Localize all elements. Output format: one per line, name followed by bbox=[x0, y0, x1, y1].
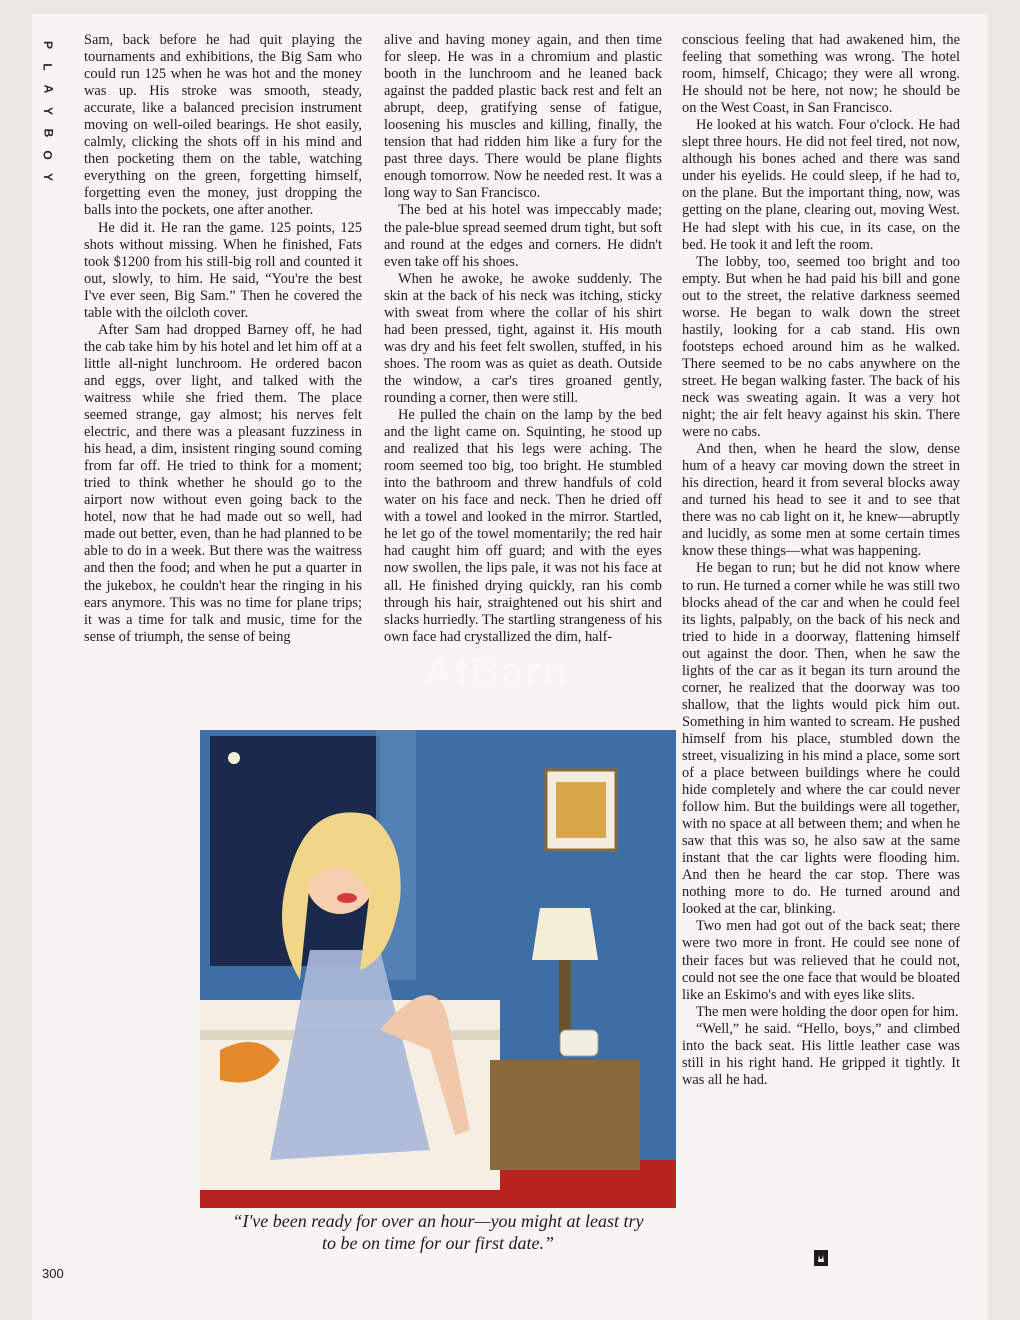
paragraph: And then, when he heard the slow, dense hum of a heavy car moving down the street in his direction, heard it from several blocks away and turned his head to see it and to see that there was no cab light on it, he knew—abruptly and lucidly, as some men at some certain times know these things—what was happening. bbox=[682, 441, 960, 560]
moon bbox=[228, 752, 240, 764]
lamp-shade bbox=[532, 908, 598, 960]
paragraph: The lobby, too, seemed too bright and too empty. But when he had paid his bill and gone out to the street, the relative darkness seemed worse. He began to walk down the street hastily, looking for a cab stand. His own footsteps echoed around him as he walked. There seemed to be no cabs anywhere on the street. He began walking faster. The back of his neck was sweating again. It was a very hot night; the air felt heavy against his skin. There were no cabs. bbox=[682, 253, 960, 441]
mag-letter: Y bbox=[40, 172, 55, 182]
mag-letter: A bbox=[40, 84, 55, 94]
text-column-middle bbox=[384, 32, 662, 646]
mag-letter: B bbox=[40, 128, 55, 138]
telephone bbox=[560, 1030, 598, 1056]
page-number: 300 bbox=[42, 1266, 64, 1281]
rabbit-head-end-mark-icon bbox=[814, 1250, 828, 1266]
paragraph: He looked at his watch. Four o'clock. He had slept three hours. He did not feel tired, not now, although his bones ached and there was sand under his eyelids. He could sleep, if he had to, on the plane. But the important thing, now, was getting on the plane, clearing out, moving West. He had slept with his cue, in its case, on the bed. He took it and left the room. bbox=[682, 117, 960, 253]
paragraph: Two men had got out of the back seat; there were two more in front. He could see none of their faces but was relieved that he could not, could not see the one face that would be bloated like an Eskimo's and with eyes like slits. bbox=[682, 918, 960, 1003]
text-column-left bbox=[84, 32, 362, 646]
magazine-name-vertical bbox=[38, 34, 58, 188]
paragraph: “Well,” he said. “Hello, boys,” and climbed into the back seat. His little leather case was still in his right hand. He gripped it tightly. It was all he had. bbox=[682, 1020, 960, 1088]
paragraph: He began to run; but he did not know where to run. He turned a corner while he was still two blocks ahead of the car and when he could feel its lights, palpably, on the back of his neck and tried to hide in a doorway, flattening himself out against the door. Then, when he saw the lights of the car as it began its turn around the corner, he realized that the doorway was too shallow, that the lights would pick him out. Something in him wanted to scream. He pushed himself from his place, stumbled down the street, visualizing in his mind a place, some sort of a place between buildings where he could hide completely and where the car could never follow him. But the buildings were all together, with no space at all between them; and when he saw that this was so, he also saw at the same instant that the car lights were flooding him. And then he heard the car stop. There was nothing more to do. He turned around and looked at the car, blinking. bbox=[682, 560, 960, 918]
paragraph: He did it. He ran the game. 125 points, 125 shots without missing. When he finished, Fats took $1200 from his still-big roll and counted it out, slowly, to him. He said, “You're the best I've ever seen, Big Sam.” Then he covered the table with the oilcloth cover. bbox=[84, 219, 362, 321]
magazine-page bbox=[32, 14, 988, 1320]
cartoon-caption: “I've been ready for over an hour—you might at least try to be on time for our first date.” bbox=[232, 1211, 644, 1253]
paragraph: After Sam had dropped Barney off, he had the cab take him by his hotel and let him off at a little all-night lunchroom. He ordered bacon and eggs, over light, and talked with the waitress while she fried them. The place seemed strange, gay almost; his nerves felt electric, and there was a pleasant fuzziness in his head, a dim, insistent ringing sound coming from far off. He tried to think for a moment; tried to think whether he should go to the airport now without even going back to the hotel, now that he had made out so well, had made out better, even, than he had planned to be able to do in a week. But there was the waitress and then the food; and when he put a quarter in the jukebox, he couldn't hear the ringing in his ears anymore. This was no time for plane trips; it was a time for talk and music, time for the sense of triumph, the sense of being bbox=[84, 321, 362, 645]
nightstand bbox=[490, 1060, 640, 1170]
wall-picture bbox=[556, 782, 606, 838]
text-column-right bbox=[682, 32, 960, 1089]
paragraph: alive and having money again, and then time for sleep. He was in a chromium and plastic booth in the lunchroom and he leaned back against the padded plastic back rest and felt an abrupt, deep, gratifying sense of fatigue, loosening his muscles and killing, finally, the tension that had ridden him like a fury for the past three days. There would be plane flights enough tomorrow. Now he needed rest. It was a long way to San Francisco. bbox=[384, 32, 662, 202]
watermark: AtBarn bbox=[424, 650, 570, 694]
paragraph: Sam, back before he had quit playing the tournaments and exhibitions, the Big Sam who could run 125 when he was hot and the money was up. His stroke was smooth, steady, accurate, like a balanced precision instrument moving on well-oiled bearings. He shot easily, calmly, clicking the shots off in his mind and then pocketing them on the table, watching everything on the green, forgetting himself, forgetting even the money, just dropping the balls into the pockets, one after another. bbox=[84, 32, 362, 219]
paragraph: conscious feeling that had awakened him, the feeling that something was wrong. The hotel room, himself, Chicago; they were all wrong. He should not be here, not now; he should be on the West Coast, in San Francisco. bbox=[682, 32, 960, 117]
paragraph: When he awoke, he awoke suddenly. The skin at the back of his neck was itching, sticky with sweat from where the collar of his shirt had been pressed, tight, against it. His mouth was dry and his feet felt swollen, stuffed, in his shoes. The room was as quiet as death. Outside the window, a car's tires groaned gently, rounding a corner, then were still. bbox=[384, 270, 662, 406]
lips bbox=[337, 893, 357, 903]
mag-letter: L bbox=[41, 63, 55, 71]
cartoon-illustration bbox=[200, 730, 676, 1208]
mag-letter: P bbox=[40, 40, 55, 50]
mag-letter: O bbox=[41, 150, 55, 160]
mag-letter: Y bbox=[40, 106, 55, 116]
paragraph: The men were holding the door open for him. bbox=[696, 1003, 959, 1020]
paragraph: He pulled the chain on the lamp by the bed and the light came on. Squinting, he stood up and realized that his legs were aching. The room seemed too big, too bright. He stumbled into the bathroom and threw handfuls of cold water on his face and neck. Then he dried off with a towel and looked in the mirror. Startled, he let go of the towel momentarily; the red hair had caught him off guard; and with the eyes now swollen, the lips pale, it was not his face at all. He finished drying quickly, ran his comb through his hair, straightened out his shirt and slacks hurriedly. The startling strangeness of his own face had crystallized the dim, half- bbox=[384, 407, 662, 645]
paragraph: The bed at his hotel was impeccably made; the pale-blue spread seemed drum tight, but soft and round at the edges and corners. He didn't even take off his shoes. bbox=[384, 202, 662, 270]
